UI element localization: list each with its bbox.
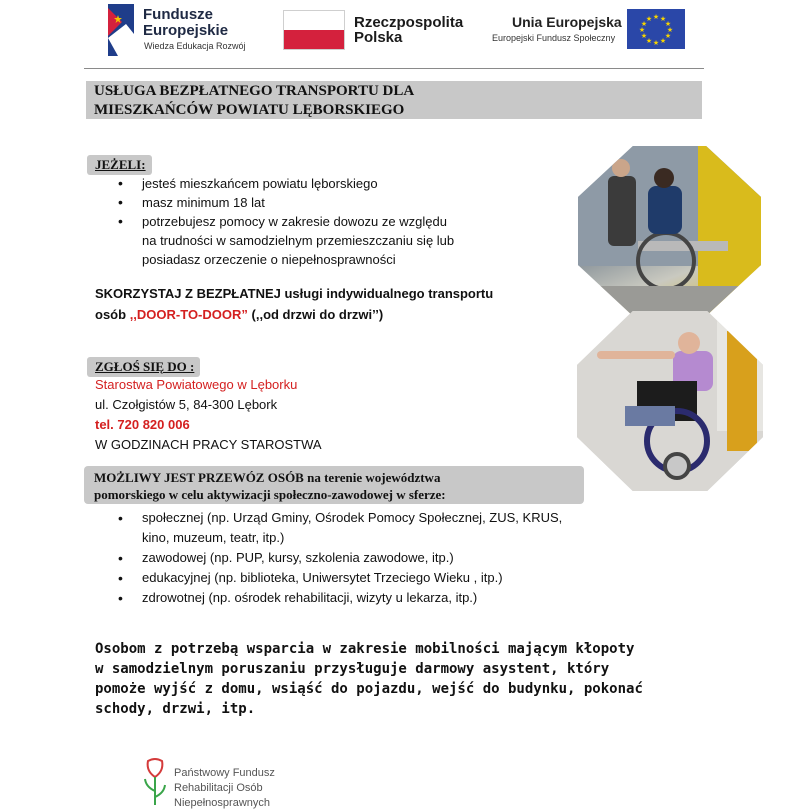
jezeli-list xyxy=(115,174,535,269)
pl-logo-text xyxy=(354,15,463,45)
list-item: • zdrowotnej (np. ośrodek rehabilitacji, wizyty u lekarza, itp.) xyxy=(115,588,615,608)
zglos-label: ZGŁOŚ SIĘ DO : xyxy=(87,357,200,377)
wheelchair-woman-photo xyxy=(577,311,763,491)
list-item: • jesteś mieszkańcem powiatu lęborskiego xyxy=(115,174,535,193)
list-item xyxy=(115,508,615,548)
door-to-door-translation: (,,od drzwi do drzwi’’) xyxy=(251,307,384,322)
list-item: • edukacyjnej (np. biblioteka, Uniwersytet Trzeciego Wieku , itp.) xyxy=(115,568,615,588)
svg-text:★: ★ xyxy=(652,39,660,47)
fe-logo-line2: Europejskie xyxy=(143,22,229,39)
list-item: • zawodowej (np. PUP, kursy, szkolenia zawodowe, itp.) xyxy=(115,548,615,568)
office-phone: tel. 720 820 006 xyxy=(95,417,190,432)
svg-text:★: ★ xyxy=(640,20,648,28)
svg-text:★: ★ xyxy=(645,15,653,23)
pl-logo-line1: Rzeczpospolita xyxy=(354,14,464,31)
svg-text:★: ★ xyxy=(664,32,672,40)
svg-text:★: ★ xyxy=(659,37,667,45)
list-item: • masz minimum 18 lat xyxy=(115,193,535,212)
pfron-line1: Państwowy Fundusz xyxy=(174,767,275,779)
list-item-line: • potrzebujesz pomocy w zakresie dowozu ze względu xyxy=(142,214,447,229)
office-name: Starostwa Powiatowego w Lęborku xyxy=(95,377,298,392)
pfron-logo-text xyxy=(174,766,275,811)
skorzystaj-osob: osób xyxy=(95,307,127,322)
wheelchair-bus-photo xyxy=(578,146,761,316)
pfron-tulip-icon xyxy=(142,757,168,807)
svg-text:★: ★ xyxy=(645,37,653,45)
svg-text:★: ★ xyxy=(664,20,672,28)
paragraph-line: Osobom z potrzebą wsparcia w zakresie mobilności mającym kłopoty xyxy=(95,641,635,657)
svg-text:★: ★ xyxy=(640,32,648,40)
header-divider xyxy=(84,68,704,69)
page-title-line2: MIESZKAŃCÓW POWIATU LĘBORSKIEGO xyxy=(94,102,405,118)
paragraph-line: w samodzielnym poruszaniu przysługuje darmowy asystent, który xyxy=(95,661,610,677)
jezeli-label: JEŻELI: xyxy=(87,155,152,175)
fe-logo-text xyxy=(143,7,228,39)
svg-text:★: ★ xyxy=(638,26,646,34)
skorzystaj-line2 xyxy=(95,304,493,325)
mozliwy-heading-line2: pomorskiego w celu aktywizacji społeczno-zawodowej w sferze: xyxy=(94,487,446,502)
list-item-line: kino, muzeum, teatr, itp.) xyxy=(142,530,285,545)
mozliwy-heading-bold: MOŻLIWY JEST PRZEWÓZ OSÓB xyxy=(94,470,304,485)
fe-logo-subtitle: Wiedza Edukacja Rozwój xyxy=(144,41,246,51)
polish-flag xyxy=(283,10,345,50)
assistant-info-paragraph xyxy=(95,639,695,719)
list-item-line: na trudności w samodzielnym przemieszczaniu się lub xyxy=(142,233,455,248)
eu-logo-title: Unia Europejska xyxy=(512,14,622,30)
svg-text:★: ★ xyxy=(666,26,674,34)
pfron-line3: Niepełnosprawnych xyxy=(174,797,270,809)
list-item-line: • społecznej (np. Urząd Gminy, Ośrodek Pomocy Społecznej, ZUS, KRUS, xyxy=(142,510,563,525)
svg-text:★: ★ xyxy=(659,15,667,23)
contact-block xyxy=(95,375,322,455)
eu-logo-subtitle: Europejski Fundusz Społeczny xyxy=(492,33,616,43)
list-item-line: posiadasz orzeczenie o niepełnosprawności xyxy=(142,252,396,267)
door-to-door-label: ,,DOOR-TO-DOOR” xyxy=(129,307,248,322)
office-address: ul. Czołgistów 5, 84-300 Lębork xyxy=(95,397,278,412)
office-hours: W GODZINACH PRACY STAROSTWA xyxy=(95,437,322,452)
mozliwy-heading-line1 xyxy=(94,469,446,486)
paragraph-line: pomoże wyjść z domu, wsiąść do pojazdu, wejść do budynku, pokonać xyxy=(95,681,643,697)
eu-flag xyxy=(627,9,685,49)
list-item xyxy=(115,212,535,269)
fe-logo-flag xyxy=(108,4,134,56)
page-title xyxy=(94,82,414,120)
paragraph-line: schody, drzwi, itp. xyxy=(95,701,256,717)
pl-logo-line2: Polska xyxy=(354,29,403,46)
mozliwy-heading-rest: na terenie województwa xyxy=(303,470,441,485)
pfron-line2: Rehabilitacji Osób xyxy=(174,782,263,794)
page-title-line1: USŁUGA BEZPŁATNEGO TRANSPORTU DLA xyxy=(94,83,415,99)
svg-text:★: ★ xyxy=(652,13,660,21)
mozliwy-heading xyxy=(94,469,446,503)
skorzystaj-block xyxy=(95,283,493,325)
skorzystaj-line1: SKORZYSTAJ Z BEZPŁATNEJ usługi indywidualnego transportu xyxy=(95,286,494,301)
mozliwy-list xyxy=(115,508,615,608)
fe-logo-line1: Fundusze xyxy=(143,6,213,23)
